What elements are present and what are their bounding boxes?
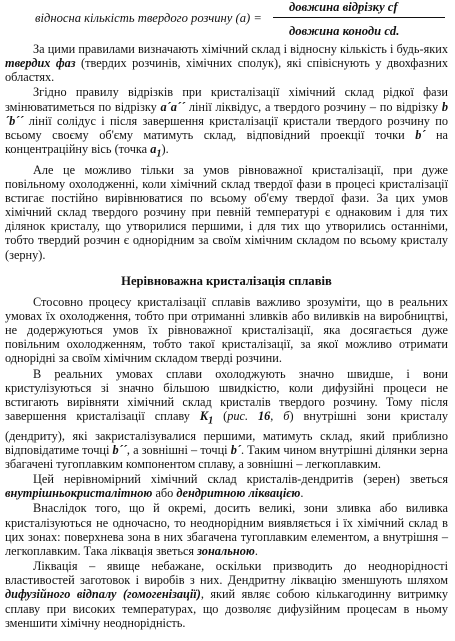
alloy-subscript: 1 bbox=[208, 415, 214, 427]
point-label: b´´ bbox=[112, 442, 127, 457]
text-run: ( bbox=[213, 409, 228, 424]
paragraph-homogenization bbox=[5, 559, 448, 630]
text-run: лінії ліквідус, а твердого розчину – по відрізку bbox=[185, 99, 442, 114]
figure-part: б bbox=[283, 409, 290, 424]
section-heading: Нерівноважна кристалізація сплавів bbox=[121, 273, 332, 288]
fraction-bar bbox=[273, 17, 445, 18]
term-diffusion-annealing: дифузійного відпалу (гомогенізації) bbox=[5, 587, 201, 602]
segment-label: a´a´´ bbox=[160, 99, 186, 114]
term-solid-phases: твердих фаз bbox=[5, 56, 76, 71]
text-run: або bbox=[152, 486, 177, 501]
paragraph-equilibrium-conditions: Але це можливо тільки за умов рівноважної кристалізації, при дуже повільному охолодженні, коли хімічний склад твердої фази в процесі кристалізації встигає постійно вирівнюватися по всьому об'єму твердої фази. За цих умов хімічний склад твердого розчину при певній температурі є однаковим і для тих ділянок кристалу, що утворилися першими, і для тих що утворились останніми, тобто твердий розчин є однорідним за своїм хімічним складом по всьому кристалу (зерну). bbox=[5, 162, 448, 262]
text-run: Внаслідок того, що й окремі, досить великі, зони зливка або виливка кристалізуються не одночасно, то неоднорідним виявляється і їх хімічний склад в цих зонах: поверхнева зона в них збагачена тугоплавким елементом, а внутрішня – легкоплавким. Така ліквація зветься bbox=[5, 501, 448, 558]
point-label: b´ bbox=[415, 127, 426, 142]
paragraph-segment-rule bbox=[5, 85, 448, 161]
paragraph-dendritic-liquation bbox=[5, 472, 448, 500]
paragraph-real-conditions: Стосовно процесу кристалізації сплавів важливо зрозуміти, що в реальних умовах їх охолодження, тобто при отриманні зливків або виливків на виробництві, не додержуються умов їх рівноважної кристалізації, яка досягається дуже повільним охолодженням, тобто такої кристалізації, за якої можливо отримати однорідні за своїм хімічним складом тверді розчини. bbox=[5, 294, 448, 366]
formula-denominator: довжина коноди cd. bbox=[289, 24, 400, 38]
text-run: , який являє собою кількагодинну витримку сплаву при високих температурах, що дозволяє дифузійним процесам в ньому зменшити хімічну неоднорідність. bbox=[5, 587, 448, 630]
alloy-label: K bbox=[199, 409, 209, 424]
text-run: За цими правилами визначають хімічний склад і відносну кількість і будь-яких bbox=[33, 42, 448, 56]
text-run: . bbox=[254, 543, 258, 558]
text-run: ) внутрішні зони кристалу (дендриту), які закристалізувалися першими, матимуть склад, який приблизно відповідатиме точці bbox=[5, 409, 449, 457]
paragraph-zonal-liquation bbox=[5, 501, 448, 558]
text-run: на концентраційну вісь (точка bbox=[5, 127, 448, 157]
text-run: . bbox=[300, 486, 304, 501]
text-run: В реальних умовах сплави охолоджують значно швидше, і вони кристулізуються зі значно більшою швидкістю, коли дифузійні процеси не встигають вирівняти хімічний склад кристалів твердого розчину. Тому після завершення кристалізації сплаву bbox=[5, 366, 448, 424]
text-run: , bbox=[270, 409, 284, 424]
text-run: Згідно правилу відрізків при кристалізації хімічний склад рідкої фази змінюватиметься по відрізку bbox=[5, 85, 448, 114]
text-run: , а зовнішні – точці bbox=[126, 442, 231, 457]
text-run: Цей нерівномірний хімічний склад кристалів-дендритів (зерен) зветься bbox=[33, 472, 448, 487]
point-label: a bbox=[150, 142, 157, 157]
figure-number: 16 bbox=[257, 409, 271, 424]
text-run bbox=[248, 409, 258, 423]
point-subscript: 1 bbox=[156, 148, 162, 160]
text-run: Ліквація – явище небажане, оскільки призводить до неоднорідності властивостей заготовок і виробів з них. Дендритну ліквацію зменшують шляхом bbox=[5, 559, 448, 588]
text-run: лінії солідус і після завершення кристалізації кристали твердого розчину по всьому своєму об'єму матимуть склад, відповідний проекції точки bbox=[5, 113, 448, 142]
figure-ref: рис. bbox=[227, 409, 249, 424]
term-intracrystalline: внутрішньокристалітною bbox=[5, 486, 153, 501]
text-run: ). bbox=[161, 142, 169, 157]
segment-label: b´b´´ bbox=[5, 99, 448, 128]
paragraph-fast-cooling bbox=[5, 367, 448, 472]
point-label: b´ bbox=[230, 442, 241, 457]
term-dendritic-liquation: дендритною ліквацією bbox=[176, 486, 301, 501]
relative-amount-formula bbox=[5, 0, 448, 42]
formula-lhs: відносна кількість твердого розчину (a) = bbox=[35, 11, 262, 25]
text-run: . Таким чином внутрішні ділянки зерна збагачені тугоплавким компонентом сплаву, а зовнішні – легкоплавким. bbox=[5, 442, 448, 471]
term-zonal: зональною bbox=[197, 543, 255, 558]
text-run: (твердих розчинів, хімічних сполук), які співіснують у двохфазних областях. bbox=[5, 56, 448, 85]
paragraph-phase-rules bbox=[5, 42, 448, 84]
formula-numerator: довжина відрізку cf bbox=[289, 0, 398, 14]
